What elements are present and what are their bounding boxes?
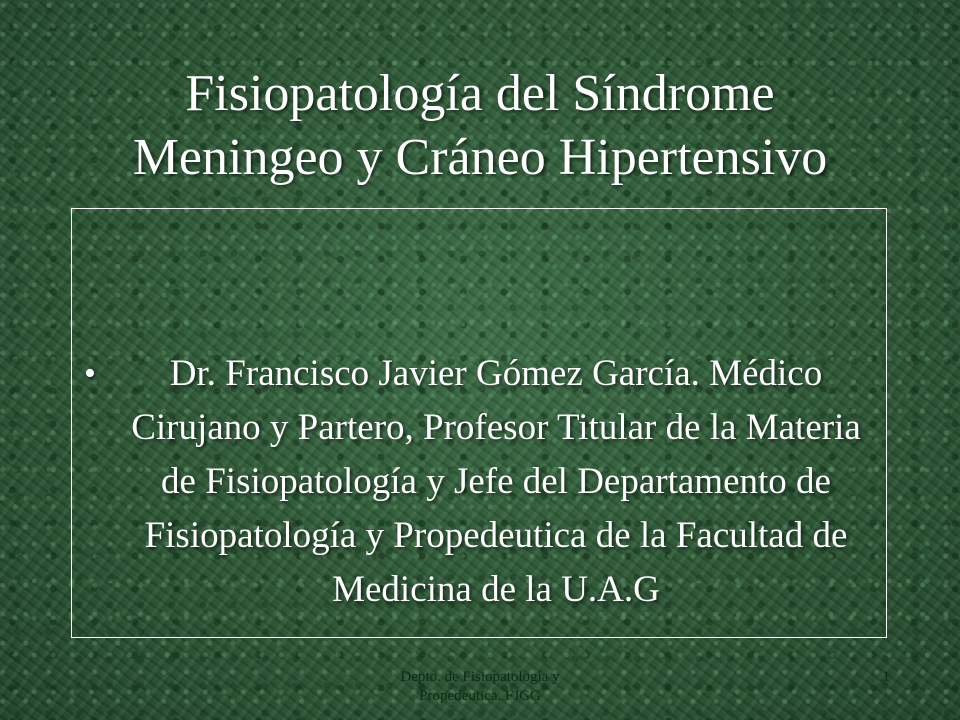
slide-title xyxy=(40,62,920,190)
footer-department-line-1: Depto. de Fisiopatología y xyxy=(400,669,560,685)
page-number: 1 xyxy=(882,669,890,685)
footer-department xyxy=(330,668,630,706)
slide-title-line-1: Fisiopatología del Síndrome xyxy=(185,65,775,122)
slide-title-line-2: Meningeo y Cráneo Hipertensivo xyxy=(132,129,828,186)
content-box xyxy=(71,208,887,638)
footer-department-line-2: Propedeutica. FJGG xyxy=(419,688,541,704)
bullet-text: Dr. Francisco Javier Gómez García. Médico Cirujano y Partero, Profesor Titular de la Materia de Fisiopatología y Jefe del Departamento de Fisiopatología y Propedeutica de la Facultad de Medicina de la U.A.G xyxy=(131,353,861,610)
bullet-icon: • xyxy=(84,355,96,392)
bullet-item xyxy=(84,347,874,617)
